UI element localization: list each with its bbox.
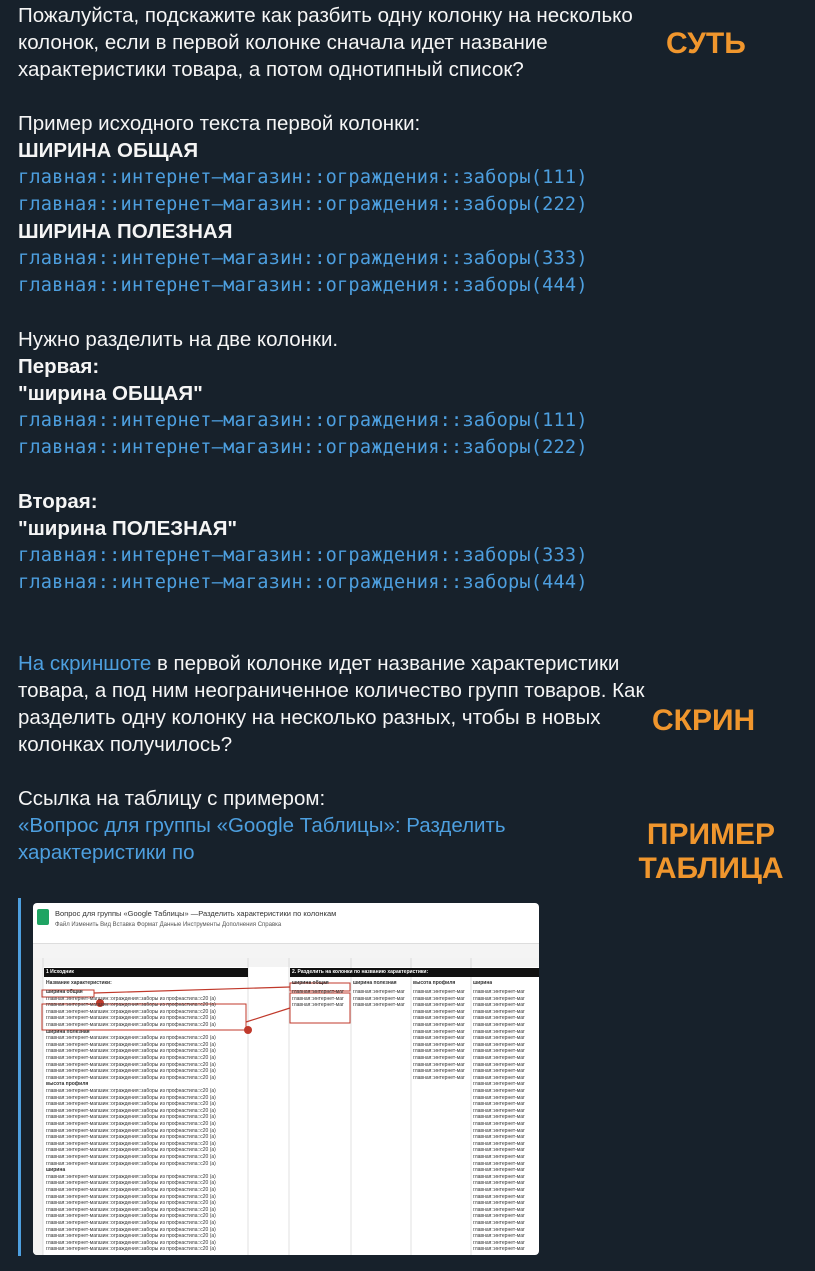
code-line-7: главная::интернет–магазин::ограждения::заборы(333) xyxy=(18,545,588,566)
sheet-cell-right: главная::интернет-маг xyxy=(473,1180,525,1187)
sheet-cell-right: главная::интернет-маг xyxy=(473,1081,525,1088)
sheet-cell-a: главная::интернет-магазин::ограждения::заборы из профнастила::с20 (a) xyxy=(46,1226,216,1233)
sheet-cell-a: главная::интернет-магазин::ограждения::заборы из профнастила::с20 (a) xyxy=(46,1134,216,1141)
sheet-cell-a: главная::интернет-магазин::ограждения::заборы из профнастила::с20 (a) xyxy=(46,1114,216,1121)
sheet-cell-a: главная::интернет-магазин::ограждения::заборы из профнастила::с20 (a) xyxy=(46,1002,216,1009)
sheet-cell-right: главная::интернет-маг xyxy=(473,989,525,995)
sheet-cell-right: главная::интернет-маг xyxy=(473,1074,525,1081)
tag-primer-line2: ТАБЛИЦА xyxy=(638,852,784,885)
sheet-cell-right: главная::интернет-маг xyxy=(292,989,344,995)
sheet-cell-right: главная::интернет-маг xyxy=(473,1022,525,1028)
sheet-cell-a: главная::интернет-магазин::ограждения::заборы из профнастила::с20 (a) xyxy=(46,1140,216,1147)
sheet-cell-right: главная::интернет-маг xyxy=(473,1206,525,1213)
sheet-cell-a: главная::интернет-магазин::ограждения::заборы из профнастила::с20 (a) xyxy=(46,1193,216,1200)
sheet-cell-a: главная::интернет-магазин::ограждения::заборы из профнастила::с20 (a) xyxy=(46,1041,216,1048)
sheet-cell-right: главная::интернет-маг xyxy=(473,1140,525,1147)
sheet-doc-title: Вопрос для группы «Google Таблицы» —Разделить характеристики по колонкам xyxy=(55,909,337,918)
sheet-cell-right: главная::интернет-маг xyxy=(473,1048,525,1055)
sheet-cell-right: главная::интернет-маг xyxy=(473,1127,525,1134)
sheet-cell-right: главная::интернет-маг xyxy=(413,1028,465,1035)
message-text xyxy=(18,2,658,866)
sheet-right-head-3: высота профиля xyxy=(413,980,456,986)
code-line-4: главная::интернет–магазин::ограждения::заборы(444) xyxy=(18,275,588,296)
sheets-icon xyxy=(37,909,49,925)
sheet-cell-right: главная::интернет-маг xyxy=(473,1061,525,1068)
intro-text: Пожалуйста, подскажите как разбить одну колонку на несколько колонок, если в первой колонке сначала идет название характеристики товара, а потом однотипный список? xyxy=(18,4,633,81)
code-line-5: главная::интернет–магазин::ограждения::заборы(111) xyxy=(18,410,588,431)
second-label: Вторая: xyxy=(18,490,98,513)
sheet-cell-a: главная::интернет-магазин::ограждения::заборы из профнастила::с20 (a) xyxy=(46,1154,216,1160)
screenshot-link[interactable]: На скриншоте xyxy=(18,652,152,675)
sheet-cell-right: главная::интернет-маг xyxy=(473,1094,525,1101)
sheet-cell-right: главная::интернет-маг xyxy=(473,1041,525,1048)
sheet-cell-right: главная::интернет-маг xyxy=(473,1015,525,1022)
sheet-cell-a: главная::интернет-магазин::ограждения::заборы из профнастила::с20 (a) xyxy=(46,1094,216,1101)
second-heading: "ширина ПОЛЕЗНАЯ" xyxy=(18,517,238,540)
sheet-cell-right: главная::интернет-маг xyxy=(413,1015,465,1022)
sheet-cell-a: главная::интернет-магазин::ограждения::заборы из профнастила::с20 (a) xyxy=(46,1074,216,1081)
sheet-cell-a: главная::интернет-магазин::ограждения::заборы из профнастила::с20 (a) xyxy=(46,1220,216,1226)
sheet-cell-right: главная::интернет-маг xyxy=(413,1041,465,1048)
sheet-cell-a: ширина общая xyxy=(46,989,83,995)
screenshot-paragraph xyxy=(18,650,648,758)
tag-primer-line1: ПРИМЕР xyxy=(646,818,776,851)
sheet-cell-right: главная::интернет-маг xyxy=(353,995,405,1002)
tag-primer xyxy=(626,818,796,886)
sheet-right-head-4: ширина xyxy=(473,980,493,986)
sheet-cell-a: главная::интернет-магазин::ограждения::заборы из профнастила::с20 (a) xyxy=(46,1048,216,1055)
sheet-cell-a: главная::интернет-магазин::ограждения::заборы из профнастила::с20 (a) xyxy=(46,1246,216,1253)
sheet-toolbar xyxy=(33,944,539,959)
sheet-cell-a: главная::интернет-магазин::ограждения::заборы из профнастила::с20 (a) xyxy=(46,1206,216,1213)
code-line-6: главная::интернет–магазин::ограждения::заборы(222) xyxy=(18,437,588,458)
split-label: Нужно разделить на две колонки. xyxy=(18,328,339,351)
sheet-cell-right: главная::интернет-маг xyxy=(413,1048,465,1055)
sheet-cell-a: главная::интернет-магазин::ограждения::заборы из профнастила::с20 (a) xyxy=(46,1022,216,1028)
sheet-cell-right: главная::интернет-маг xyxy=(473,1035,525,1042)
sheet-cell-right: главная::интернет-маг xyxy=(473,1068,525,1075)
code-line-2: главная::интернет–магазин::ограждения::заборы(222) xyxy=(18,194,588,215)
sheet-cell-right: главная::интернет-маг xyxy=(473,1114,525,1121)
sheet-cell-a: главная::интернет-магазин::ограждения::заборы из профнастила::с20 (a) xyxy=(46,1107,216,1114)
sheet-cell-right: главная::интернет-маг xyxy=(473,1055,525,1061)
sheet-cell-a: главная::интернет-магазин::ограждения::заборы из профнастила::с20 (a) xyxy=(46,1233,216,1240)
sheet-cell-a: главная::интернет-магазин::ограждения::заборы из профнастила::с20 (a) xyxy=(46,1173,216,1180)
code-line-8: главная::интернет–магазин::ограждения::заборы(444) xyxy=(18,572,588,593)
sheet-cell-right: главная::интернет-маг xyxy=(413,995,465,1002)
sheet-cell-a: ширина xyxy=(46,1167,66,1174)
sheet-cell-right: главная::интернет-маг xyxy=(473,1213,525,1220)
sheet-cell-a: главная::интернет-магазин::ограждения::заборы из профнастила::с20 (a) xyxy=(46,1055,216,1061)
sheet-col-c-header: 2. Разделить на колонки по названию характеристики: xyxy=(292,969,429,975)
sheet-cell-right: главная::интернет-маг xyxy=(473,1193,525,1200)
sheet-cell-right: главная::интернет-маг xyxy=(473,1233,525,1240)
sheet-cell-a: ширина полезная xyxy=(46,1028,90,1035)
heading-width-useful: ШИРИНА ПОЛЕЗНАЯ xyxy=(18,220,233,243)
sheet-cell-right: главная::интернет-маг xyxy=(413,1022,465,1028)
sheet-cell-right: главная::интернет-маг xyxy=(473,1088,525,1094)
sheet-cell-a: главная::интернет-магазин::ограждения::заборы из профнастила::с20 (a) xyxy=(46,1008,216,1015)
sheet-menu: Файл Изменить Вид Вставка Формат Данные Инструменты Дополнения Справка xyxy=(55,922,282,928)
sheet-cell-a: главная::интернет-магазин::ограждения::заборы из профнастила::с20 (a) xyxy=(46,1101,216,1108)
tag-skrin: СКРИН xyxy=(652,704,756,737)
sheet-cell-right: главная::интернет-маг xyxy=(473,1167,525,1174)
sheet-cell-a: главная::интернет-магазин::ограждения::заборы из профнастила::с20 (a) xyxy=(46,1061,216,1068)
sheet-cell-a: главная::интернет-магазин::ограждения::заборы из профнастила::с20 (a) xyxy=(46,1015,216,1022)
code-line-1: главная::интернет–магазин::ограждения::заборы(111) xyxy=(18,167,588,188)
sheet-col-a-header: 1 Исходник xyxy=(46,969,74,975)
sheet-cell-right: главная::интернет-маг xyxy=(473,1002,525,1009)
code-line-3: главная::интернет–магазин::ограждения::заборы(333) xyxy=(18,248,588,269)
sheet-cell-right: главная::интернет-маг xyxy=(292,995,344,1002)
example-label: Пример исходного текста первой колонки: xyxy=(18,112,421,135)
screenshot-text: в первой колонке идет название характеристики товара, а под ним неограниченное количество групп товаров. Как разделить одну колонку на несколько разных, чтобы в новых колонках получилось? xyxy=(18,652,645,756)
sheet-cell-right: главная::интернет-маг xyxy=(473,1239,525,1246)
sheet-cell-a: главная::интернет-магазин::ограждения::заборы из профнастила::с20 (a) xyxy=(46,1187,216,1193)
sheet-cell-a: главная::интернет-магазин::ограждения::заборы из профнастила::с20 (a) xyxy=(46,1127,216,1134)
sheet-cell-a: главная::интернет-магазин::ограждения::заборы из профнастила::с20 (a) xyxy=(46,1160,216,1167)
spreadsheet-screenshot[interactable] xyxy=(33,903,539,1255)
table-link[interactable]: «Вопрос для группы «Google Таблицы»: Разделить характеристики по xyxy=(18,814,506,864)
sheet-cell-right: главная::интернет-маг xyxy=(413,1035,465,1042)
sheet-cell-a: высота профиля xyxy=(46,1081,89,1088)
sheet-cell-right: главная::интернет-маг xyxy=(473,1246,525,1253)
sheet-cell-right: главная::интернет-маг xyxy=(473,1154,525,1160)
sheet-cell-right: главная::интернет-маг xyxy=(413,1068,465,1075)
sheet-cell-right: главная::интернет-маг xyxy=(413,1055,465,1061)
sheet-cell-a: главная::интернет-магазин::ограждения::заборы из профнастила::с20 (a) xyxy=(46,1200,216,1207)
first-heading: "ширина ОБЩАЯ" xyxy=(18,382,203,405)
sheet-cell-right: главная::интернет-маг xyxy=(473,1226,525,1233)
sheet-cell-right: главная::интернет-маг xyxy=(473,1134,525,1141)
sheet-cell-right: главная::интернет-маг xyxy=(473,1101,525,1108)
sheet-right-head-1: ширина общая xyxy=(292,980,329,986)
sheet-cell-a: главная::интернет-магазин::ограждения::заборы из профнастила::с20 (a) xyxy=(46,995,216,1002)
sheet-cell-right: главная::интернет-маг xyxy=(353,989,405,995)
sheet-cell-right: главная::интернет-маг xyxy=(473,1160,525,1167)
sheet-cell-a: главная::интернет-магазин::ограждения::заборы из профнастила::с20 (a) xyxy=(46,1088,216,1094)
sheet-cell-right: главная::интернет-маг xyxy=(473,995,525,1002)
tag-sut: СУТЬ xyxy=(666,27,746,60)
sheet-cell-right: главная::интернет-маг xyxy=(413,1074,465,1081)
sheet-cell-a: главная::интернет-магазин::ограждения::заборы из профнастила::с20 (a) xyxy=(46,1180,216,1187)
sheet-cell-right: главная::интернет-маг xyxy=(292,1002,344,1009)
sheet-cell-right: главная::интернет-маг xyxy=(473,1173,525,1180)
sheet-cell-right: главная::интернет-маг xyxy=(413,1008,465,1015)
sheet-cell-a: главная::интернет-магазин::ограждения::заборы из профнастила::с20 (a) xyxy=(46,1035,216,1042)
sheet-titlebar xyxy=(33,903,539,944)
sheet-cell-right: главная::интернет-маг xyxy=(473,1008,525,1015)
sheet-cell-right: главная::интернет-маг xyxy=(473,1028,525,1035)
sheet-cell-right: главная::интернет-маг xyxy=(473,1121,525,1127)
sheet-cell-a: главная::интернет-магазин::ограждения::заборы из профнастила::с20 (a) xyxy=(46,1213,216,1220)
sheet-cell-right: главная::интернет-маг xyxy=(353,1002,405,1009)
first-label: Первая: xyxy=(18,355,100,378)
table-label: Ссылка на таблицу с примером: xyxy=(18,787,326,810)
sheet-cell-a: главная::интернет-магазин::ограждения::заборы из профнастила::с20 (a) xyxy=(46,1068,216,1075)
sheet-cell-right: главная::интернет-маг xyxy=(413,1002,465,1009)
sheet-row-names: Название характеристики: xyxy=(46,980,112,986)
sheet-cell-right: главная::интернет-маг xyxy=(473,1187,525,1193)
sheet-cell-right: главная::интернет-маг xyxy=(473,1200,525,1207)
sheet-cell-a: главная::интернет-магазин::ограждения::заборы из профнастила::с20 (a) xyxy=(46,1147,216,1154)
sheet-cell-right: главная::интернет-маг xyxy=(473,1220,525,1226)
media-preview[interactable] xyxy=(18,898,543,1256)
sheet-cell-right: главная::интернет-маг xyxy=(413,989,465,995)
heading-width-total: ШИРИНА ОБЩАЯ xyxy=(18,139,199,162)
sheet-right-head-2: ширина полезная xyxy=(353,980,397,986)
sheet-cell-a: главная::интернет-магазин::ограждения::заборы из профнастила::с20 (a) xyxy=(46,1121,216,1127)
sheet-cell-right: главная::интернет-маг xyxy=(413,1061,465,1068)
sheet-cell-right: главная::интернет-маг xyxy=(473,1107,525,1114)
sheet-cell-right: главная::интернет-маг xyxy=(473,1147,525,1154)
sheet-cell-a: главная::интернет-магазин::ограждения::заборы из профнастила::с20 (a) xyxy=(46,1239,216,1246)
